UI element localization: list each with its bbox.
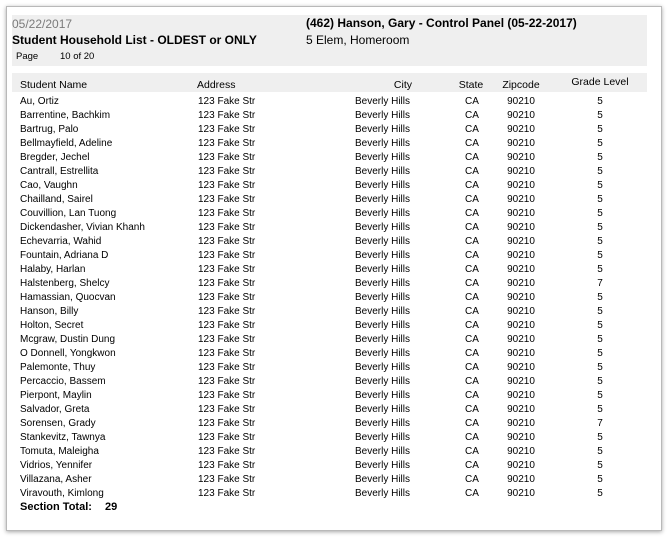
cell-zipcode: 90210: [507, 404, 535, 415]
cell-zipcode: 90210: [507, 306, 535, 317]
table-row: [0, 417, 670, 431]
cell-city: Beverly Hills: [354, 418, 410, 429]
table-row: [0, 249, 670, 263]
cell-grade-level: 5: [597, 124, 603, 135]
cell-grade-level: 5: [597, 362, 603, 373]
cell-student-name: Bregder, Jechel: [20, 152, 90, 163]
table-row: [0, 333, 670, 347]
cell-zipcode: 90210: [507, 348, 535, 359]
cell-address: 123 Fake Str: [198, 250, 256, 261]
cell-grade-level: 5: [597, 166, 603, 177]
section-total-label: Section Total:: [20, 501, 92, 513]
cell-state: CA: [465, 96, 479, 107]
cell-zipcode: 90210: [507, 474, 535, 485]
cell-state: CA: [465, 278, 479, 289]
cell-student-name: Stankevitz, Tawnya: [20, 432, 106, 443]
table-row: [0, 305, 670, 319]
cell-zipcode: 90210: [507, 362, 535, 373]
report-title: Student Household List - OLDEST or ONLY: [12, 33, 257, 47]
cell-city: Beverly Hills: [354, 222, 410, 233]
cell-state: CA: [465, 418, 479, 429]
cell-city: Beverly Hills: [354, 208, 410, 219]
table-row: [0, 137, 670, 151]
cell-grade-level: 5: [597, 194, 603, 205]
table-row: [0, 319, 670, 333]
cell-grade-level: 5: [597, 446, 603, 457]
cell-state: CA: [465, 152, 479, 163]
table-row: [0, 221, 670, 235]
cell-grade-level: 5: [597, 488, 603, 499]
cell-state: CA: [465, 222, 479, 233]
table-row: [0, 193, 670, 207]
cell-grade-level: 5: [597, 110, 603, 121]
cell-grade-level: 5: [597, 264, 603, 275]
cell-state: CA: [465, 250, 479, 261]
cell-address: 123 Fake Str: [198, 334, 256, 345]
cell-address: 123 Fake Str: [198, 390, 256, 401]
table-row: [0, 473, 670, 487]
cell-grade-level: 5: [597, 306, 603, 317]
cell-grade-level: 5: [597, 474, 603, 485]
cell-student-name: Bellmayfield, Adeline: [20, 138, 113, 149]
cell-student-name: Halstenberg, Shelcy: [20, 278, 110, 289]
cell-city: Beverly Hills: [354, 138, 410, 149]
cell-zipcode: 90210: [507, 250, 535, 261]
cell-state: CA: [465, 166, 479, 177]
cell-address: 123 Fake Str: [198, 96, 256, 107]
cell-city: Beverly Hills: [354, 236, 410, 247]
table-row: [0, 431, 670, 445]
cell-grade-level: 7: [597, 418, 603, 429]
cell-address: 123 Fake Str: [198, 110, 256, 121]
cell-address: 123 Fake Str: [198, 194, 256, 205]
cell-address: 123 Fake Str: [198, 152, 256, 163]
cell-grade-level: 5: [597, 390, 603, 401]
cell-address: 123 Fake Str: [198, 278, 256, 289]
cell-address: 123 Fake Str: [198, 208, 256, 219]
cell-address: 123 Fake Str: [198, 320, 256, 331]
cell-grade-level: 5: [597, 96, 603, 107]
cell-grade-level: 5: [597, 376, 603, 387]
cell-address: 123 Fake Str: [198, 222, 256, 233]
cell-address: 123 Fake Str: [198, 418, 256, 429]
cell-state: CA: [465, 264, 479, 275]
page-number: 10 of 20: [60, 51, 95, 62]
cell-zipcode: 90210: [507, 138, 535, 149]
cell-zipcode: 90210: [507, 180, 535, 191]
table-row: [0, 277, 670, 291]
cell-zipcode: 90210: [507, 236, 535, 247]
column-header-zipcode: Zipcode: [502, 79, 540, 91]
cell-address: 123 Fake Str: [198, 404, 256, 415]
cell-zipcode: 90210: [507, 96, 535, 107]
column-header-grade-level: Grade Level: [571, 76, 629, 88]
cell-address: 123 Fake Str: [198, 292, 256, 303]
column-header-address: Address: [197, 79, 236, 91]
cell-zipcode: 90210: [507, 194, 535, 205]
section-total-value: 29: [105, 501, 118, 513]
cell-zipcode: 90210: [507, 334, 535, 345]
cell-zipcode: 90210: [507, 264, 535, 275]
cell-state: CA: [465, 362, 479, 373]
table-row: [0, 361, 670, 375]
cell-student-name: Hamassian, Quocvan: [20, 292, 116, 303]
cell-address: 123 Fake Str: [198, 362, 256, 373]
table-row: [0, 375, 670, 389]
cell-student-name: Mcgraw, Dustin Dung: [20, 334, 116, 345]
cell-student-name: Percaccio, Bassem: [20, 376, 106, 387]
cell-student-name: Barrentine, Bachkim: [20, 110, 111, 121]
column-header-student-name: Student Name: [20, 79, 88, 91]
column-header-bar: [12, 73, 647, 92]
cell-address: 123 Fake Str: [198, 138, 256, 149]
cell-city: Beverly Hills: [354, 264, 410, 275]
cell-address: 123 Fake Str: [198, 166, 256, 177]
cell-student-name: Cao, Vaughn: [20, 180, 78, 191]
cell-zipcode: 90210: [507, 390, 535, 401]
cell-state: CA: [465, 432, 479, 443]
table-row: [0, 263, 670, 277]
cell-city: Beverly Hills: [354, 488, 410, 499]
table-row: [0, 445, 670, 459]
cell-student-name: Au, Ortiz: [20, 96, 59, 107]
cell-zipcode: 90210: [507, 320, 535, 331]
cell-zipcode: 90210: [507, 166, 535, 177]
cell-city: Beverly Hills: [354, 124, 410, 135]
cell-state: CA: [465, 110, 479, 121]
cell-grade-level: 5: [597, 348, 603, 359]
cell-zipcode: 90210: [507, 460, 535, 471]
cell-student-name: Villazana, Asher: [20, 474, 92, 485]
cell-grade-level: 5: [597, 460, 603, 471]
cell-student-name: Sorensen, Grady: [20, 418, 96, 429]
cell-zipcode: 90210: [507, 418, 535, 429]
cell-city: Beverly Hills: [354, 278, 410, 289]
cell-student-name: Viravouth, Kimlong: [20, 488, 104, 499]
cell-city: Beverly Hills: [354, 292, 410, 303]
cell-state: CA: [465, 194, 479, 205]
cell-city: Beverly Hills: [354, 404, 410, 415]
cell-student-name: Holton, Secret: [20, 320, 84, 331]
cell-address: 123 Fake Str: [198, 348, 256, 359]
cell-student-name: O Donnell, Yongkwon: [20, 348, 116, 359]
cell-state: CA: [465, 292, 479, 303]
cell-grade-level: 5: [597, 222, 603, 233]
cell-student-name: Pierpont, Maylin: [20, 390, 92, 401]
cell-grade-level: 7: [597, 278, 603, 289]
cell-address: 123 Fake Str: [198, 488, 256, 499]
cell-grade-level: 5: [597, 320, 603, 331]
cell-state: CA: [465, 460, 479, 471]
cell-city: Beverly Hills: [354, 194, 410, 205]
cell-city: Beverly Hills: [354, 180, 410, 191]
cell-zipcode: 90210: [507, 446, 535, 457]
cell-city: Beverly Hills: [354, 96, 410, 107]
cell-address: 123 Fake Str: [198, 124, 256, 135]
cell-zipcode: 90210: [507, 208, 535, 219]
cell-state: CA: [465, 404, 479, 415]
cell-grade-level: 5: [597, 432, 603, 443]
cell-city: Beverly Hills: [354, 460, 410, 471]
cell-city: Beverly Hills: [354, 474, 410, 485]
cell-student-name: Vidrios, Yennifer: [20, 460, 93, 471]
cell-address: 123 Fake Str: [198, 236, 256, 247]
cell-state: CA: [465, 138, 479, 149]
cell-city: Beverly Hills: [354, 320, 410, 331]
table-row: [0, 389, 670, 403]
cell-student-name: Halaby, Harlan: [20, 264, 86, 275]
cell-student-name: Cantrall, Estrellita: [20, 166, 99, 177]
table-row: [0, 347, 670, 361]
column-header-state: State: [458, 79, 484, 91]
cell-student-name: Salvador, Greta: [20, 404, 90, 415]
cell-state: CA: [465, 208, 479, 219]
cell-city: Beverly Hills: [354, 362, 410, 373]
cell-address: 123 Fake Str: [198, 180, 256, 191]
cell-student-name: Dickendasher, Vivian Khanh: [20, 222, 145, 233]
cell-zipcode: 90210: [507, 278, 535, 289]
table-row: [0, 459, 670, 473]
table-row: [0, 487, 670, 501]
cell-state: CA: [465, 334, 479, 345]
table-row: [0, 207, 670, 221]
table-row: [0, 291, 670, 305]
cell-zipcode: 90210: [507, 376, 535, 387]
cell-city: Beverly Hills: [354, 166, 410, 177]
column-header-city: City: [393, 79, 412, 91]
page-label: Page: [16, 51, 39, 62]
cell-city: Beverly Hills: [354, 376, 410, 387]
table-row: [0, 109, 670, 123]
cell-grade-level: 5: [597, 138, 603, 149]
cell-student-name: Palemonte, Thuy: [20, 362, 96, 373]
cell-student-name: Couvillion, Lan Tuong: [20, 208, 117, 219]
cell-address: 123 Fake Str: [198, 460, 256, 471]
table-row: [0, 235, 670, 249]
cell-city: Beverly Hills: [354, 334, 410, 345]
student-table: [0, 95, 670, 501]
cell-student-name: Hanson, Billy: [20, 306, 79, 317]
cell-zipcode: 90210: [507, 152, 535, 163]
cell-city: Beverly Hills: [354, 250, 410, 261]
cell-address: 123 Fake Str: [198, 474, 256, 485]
cell-city: Beverly Hills: [354, 390, 410, 401]
student-title: (462) Hanson, Gary - Control Panel (05-22-2017): [306, 16, 577, 30]
table-row: [0, 95, 670, 109]
cell-address: 123 Fake Str: [198, 264, 256, 275]
cell-grade-level: 5: [597, 180, 603, 191]
cell-student-name: Fountain, Adriana D: [20, 250, 109, 261]
table-row: [0, 151, 670, 165]
cell-grade-level: 5: [597, 404, 603, 415]
cell-grade-level: 5: [597, 292, 603, 303]
cell-state: CA: [465, 306, 479, 317]
report-date: 05/22/2017: [12, 17, 73, 31]
cell-grade-level: 5: [597, 334, 603, 345]
table-row: [0, 165, 670, 179]
table-row: [0, 179, 670, 193]
cell-student-name: Tomuta, Maleigha: [20, 446, 99, 457]
cell-city: Beverly Hills: [354, 152, 410, 163]
table-row: [0, 403, 670, 417]
cell-city: Beverly Hills: [354, 446, 410, 457]
cell-state: CA: [465, 236, 479, 247]
cell-zipcode: 90210: [507, 222, 535, 233]
cell-state: CA: [465, 320, 479, 331]
cell-zipcode: 90210: [507, 488, 535, 499]
cell-state: CA: [465, 390, 479, 401]
cell-state: CA: [465, 446, 479, 457]
cell-zipcode: 90210: [507, 124, 535, 135]
cell-grade-level: 5: [597, 152, 603, 163]
cell-city: Beverly Hills: [354, 432, 410, 443]
cell-state: CA: [465, 348, 479, 359]
cell-zipcode: 90210: [507, 110, 535, 121]
cell-city: Beverly Hills: [354, 348, 410, 359]
cell-state: CA: [465, 376, 479, 387]
cell-state: CA: [465, 474, 479, 485]
cell-address: 123 Fake Str: [198, 376, 256, 387]
cell-zipcode: 90210: [507, 292, 535, 303]
cell-grade-level: 5: [597, 250, 603, 261]
table-row: [0, 123, 670, 137]
cell-state: CA: [465, 124, 479, 135]
cell-zipcode: 90210: [507, 432, 535, 443]
cell-address: 123 Fake Str: [198, 306, 256, 317]
cell-city: Beverly Hills: [354, 306, 410, 317]
cell-student-name: Bartrug, Palo: [20, 124, 79, 135]
cell-state: CA: [465, 488, 479, 499]
cell-address: 123 Fake Str: [198, 432, 256, 443]
cell-city: Beverly Hills: [354, 110, 410, 121]
cell-student-name: Chailland, Sairel: [20, 194, 93, 205]
cell-student-name: Echevarria, Wahid: [20, 236, 102, 247]
cell-address: 123 Fake Str: [198, 446, 256, 457]
cell-grade-level: 5: [597, 236, 603, 247]
cell-grade-level: 5: [597, 208, 603, 219]
cell-state: CA: [465, 180, 479, 191]
student-subtitle: 5 Elem, Homeroom: [306, 33, 410, 47]
